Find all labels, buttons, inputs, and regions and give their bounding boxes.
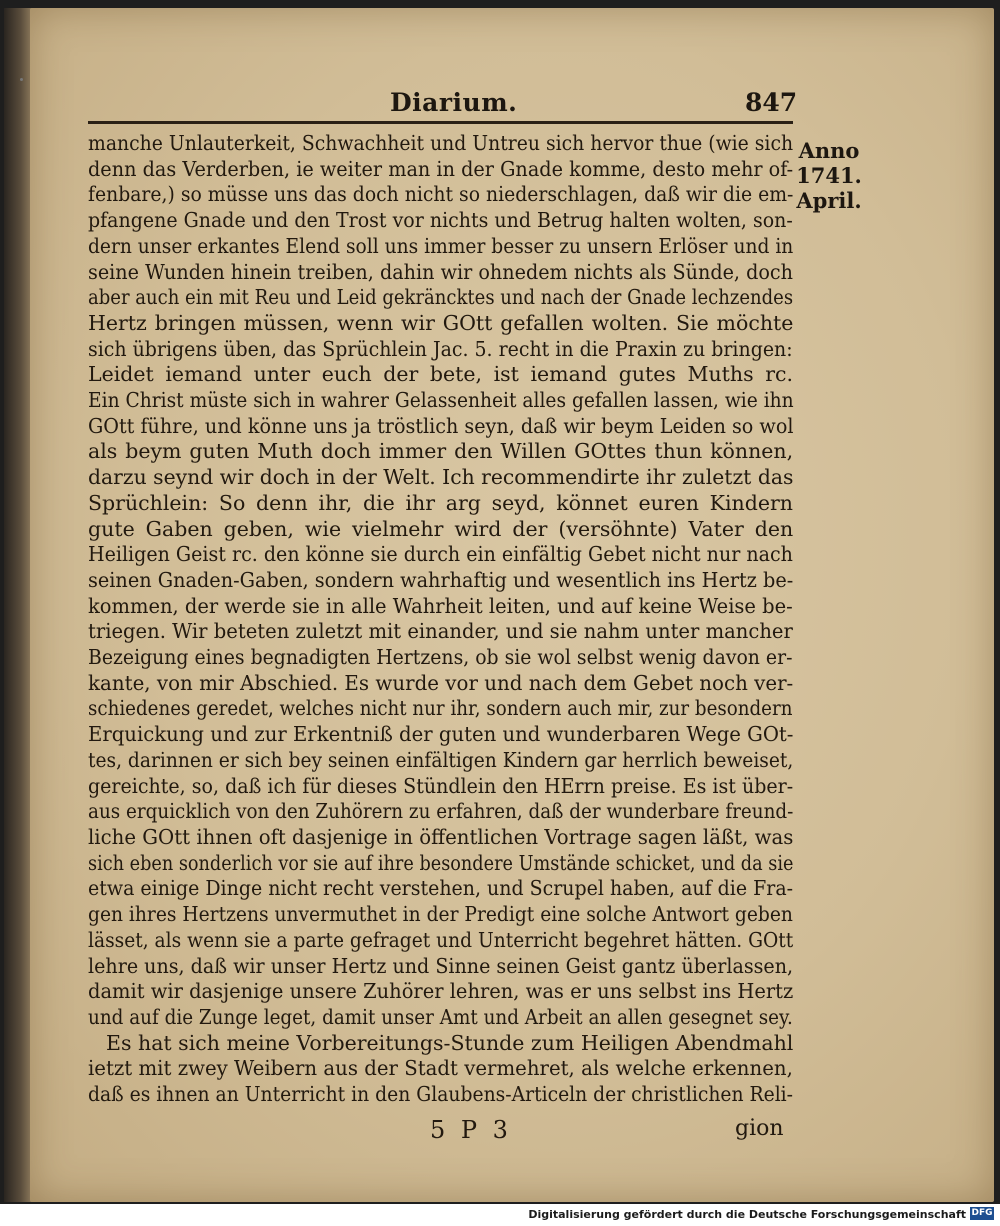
body-text [88, 131, 793, 1108]
text-line: und auf die Zunge leget, damit unser Amt und Arbeit an allen gesegnet sey. [88, 1004, 793, 1029]
dfg-logo-icon: DFG [971, 1208, 993, 1218]
text-line: damit wir dasjenige unsere Zuhörer lehren, was er uns selbst ins Hertz [88, 979, 794, 1004]
text-line: lehre uns, daß wir unser Hertz und Sinne seinen Geist gantz überlassen, [88, 953, 794, 978]
text-line: triegen. Wir beteten zuletzt mit einander, und sie nahm unter mancher [88, 619, 793, 644]
text-line: ietzt mit zwey Weibern aus der Stadt vermehret, als welche erkennen, [88, 1056, 793, 1081]
text-line: darzu seynd wir doch in der Welt. Ich recommendirte ihr zuletzt das [88, 465, 794, 490]
text-line: Bezeigung eines begnadigten Hertzens, ob sie wol selbst wenig davon er- [88, 645, 793, 670]
text-line: liche GOtt ihnen oft dasjenige in öffentlichen Vortrage sagen läßt, was [88, 824, 794, 849]
margin-note-line: 1741. [796, 163, 862, 188]
page-edge [4, 8, 32, 1202]
page-number: 847 [745, 88, 798, 117]
text-line: manche Unlauterkeit, Schwachheit und Untreu sich hervor thue (wie sich [88, 131, 794, 155]
text-line: gute Gaben geben, wie vielmehr wird der (versöhnte) Vater den [88, 516, 794, 541]
text-line: dern unser erkantes Elend soll uns immer besser zu unsern Erlöser und in [88, 233, 794, 258]
text-line: GOtt führe, und könne uns ja tröstlich seyn, daß wir beym Leiden so wol [88, 413, 794, 438]
text-line: pfangene Gnade und den Trost vor nichts und Betrug halten wolten, son- [88, 208, 793, 233]
text-line: kommen, der werde sie in alle Wahrheit leiten, und auf keine Weise be- [88, 593, 793, 618]
text-line: als beym guten Muth doch immer den Willen GOttes thun können, [88, 439, 794, 464]
text-line: seinen Gnaden-Gaben, sondern wahrhaftig und wesentlich ins Hertz be- [88, 567, 794, 592]
running-title: Diarium. [390, 88, 518, 117]
text-line: Hertz bringen müssen, wenn wir GOtt gefallen wolten. Sie möchte [88, 310, 794, 335]
text-line: aber auch ein mit Reu und Leid gekräncktes und nach der Gnade lechzendes [88, 285, 794, 310]
text-line: gereichte, so, daß ich für dieses Stündlein den HErrn preise. Es ist über- [88, 773, 794, 798]
speck [20, 78, 23, 81]
text-line: seine Wunden hinein treiben, dahin wir ohnedem nichts als Sünde, doch [88, 259, 794, 284]
text-line: sich eben sonderlich vor sie auf ihre besondere Umstände schicket, und da sie [88, 850, 794, 875]
text-line: denn das Verderben, ie weiter man in der Gnade komme, desto mehr of- [88, 156, 794, 181]
margin-note-line: April. [796, 188, 862, 213]
text-line: Heiligen Geist rc. den könne sie durch ein einfältig Gebet nicht nur nach [88, 542, 793, 567]
text-line: Ein Christ müste sich in wahrer Gelassenheit alles gefallen lassen, wie ihn [88, 388, 794, 413]
text-line: Erquickung und zur Erkentniß der guten und wunderbaren Wege GOt- [88, 722, 794, 747]
margin-note [794, 138, 864, 213]
text-line: gen ihres Hertzens unvermuthet in der Predigt eine solche Antwort geben [88, 902, 793, 927]
header-rule [88, 121, 793, 124]
text-line: schiedenes geredet, welches nicht nur ihr, sondern auch mir, zur besondern [88, 696, 793, 721]
text-line: tes, darinnen er sich bey seinen einfältigen Kindern gar herrlich beweiset, [88, 747, 794, 772]
margin-note-line: Anno [798, 138, 860, 163]
text-line: sich übrigens üben, das Sprüchlein Jac. 5. recht in die Praxin zu bringen: [88, 336, 793, 361]
text-line: daß es ihnen an Unterricht in den Glaubens-Articeln der christlichen Reli- [88, 1082, 794, 1107]
text-line: fenbare,) so müsse uns das doch nicht so niederschlagen, daß wir die em- [88, 182, 794, 207]
signature-mark: 5 P 3 [430, 1116, 512, 1144]
catchword: gion [735, 1116, 784, 1141]
text-line: Sprüchlein: So denn ihr, die ihr arg seyd, könnet euren Kindern [88, 490, 793, 515]
text-line: Leidet iemand unter euch der bete, ist iemand gutes Muths rc. [88, 362, 793, 387]
text-line: aus erquicklich von den Zuhörern zu erfahren, daß der wunderbare freund- [88, 799, 794, 824]
text-line: Es hat sich meine Vorbereitungs-Stunde zum Heiligen Abendmahl [106, 1030, 794, 1055]
text-line: lässet, als wenn sie a parte gefraget und Unterricht begehret hätten. GOtt [88, 927, 794, 952]
text-line: etwa einige Dinge nicht recht verstehen, und Scrupel haben, auf die Fra- [88, 876, 794, 901]
footer-credit: Digitalisierung gefördert durch die Deutsche Forschungsgemeinschaft [528, 1208, 966, 1221]
text-line: kante, von mir Abschied. Es wurde vor und nach dem Gebet noch ver- [88, 670, 794, 695]
